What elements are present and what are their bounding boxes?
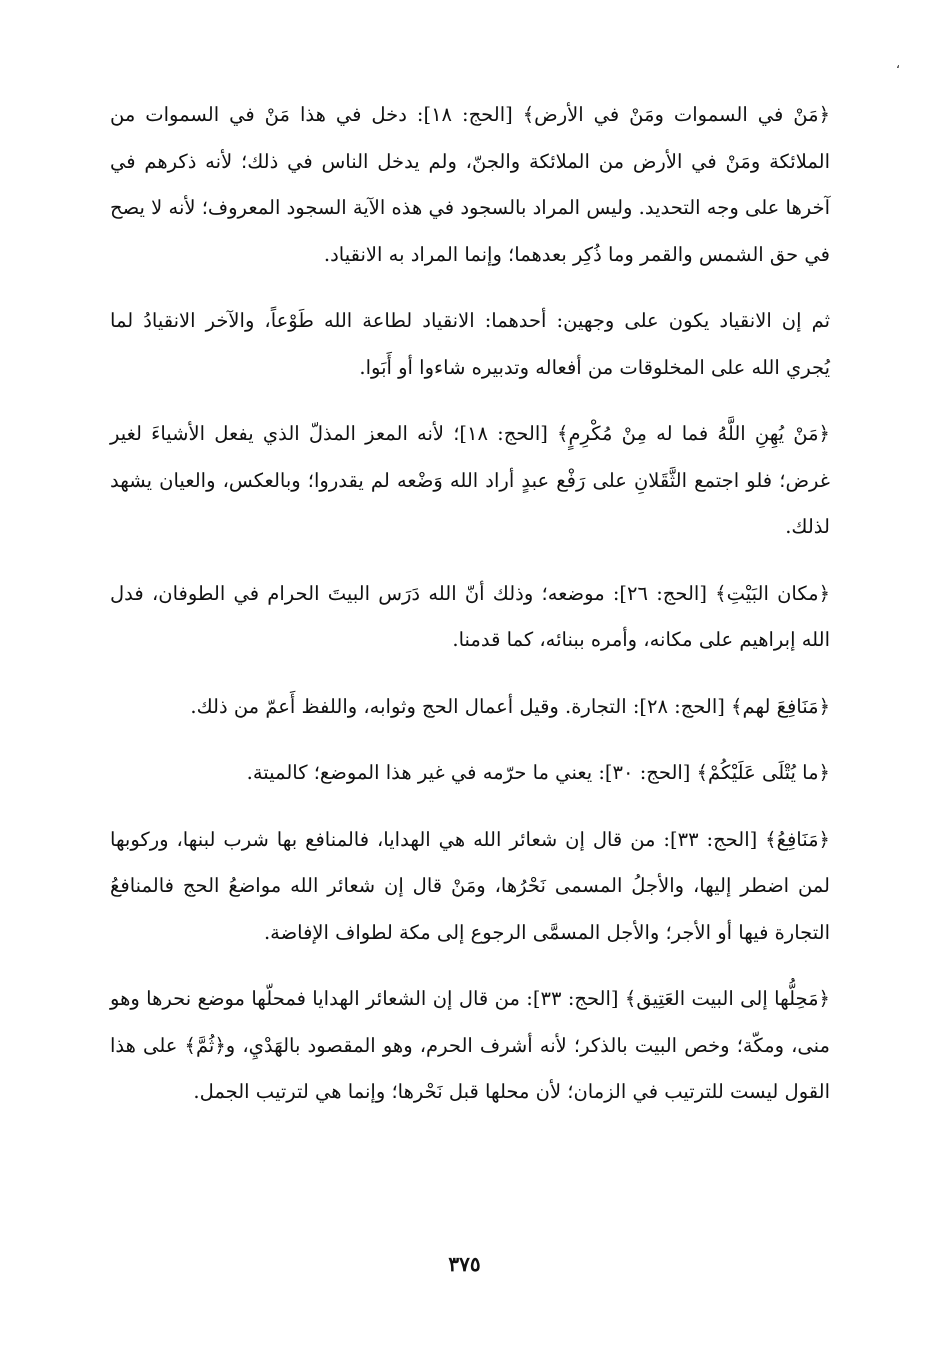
paragraph-7: ﴿مَنَافِعُ﴾ [الحج: ٣٣]: من قال إن شعائر الله هي الهدايا، فالمنافع بها شرب لبنها، وركوبها لمن اضطر إليها، والأجلُ المسمى نَحْرُها، ومَنْ قال إن شعائر الله مواضعُ الحج فالمنافعُ التجارة فيها أو الأجر؛ والأجل المسمَّى الرجوع إلى مكة لطواف الإفاضة.	[110, 827, 830, 944]
page-number: ٣٧٥	[448, 1252, 481, 1276]
page-body	[110, 92, 830, 1136]
paragraph-4: ﴿مكان البَيْتِ﴾ [الحج: ٢٦]: موضعه؛ وذلك أنّ الله دَرَس البيتَ الحرام في الطوفان، فدل الله إبراهيم على مكانه، وأمره ببنائه، كما قدمنا.	[110, 581, 830, 651]
paragraph-6: ﴿ما يُتْلَى عَلَيْكُمْ﴾ [الحج: ٣٠]: يعني ما حرّمه في غير هذا الموضع؛ كالميتة.	[246, 761, 830, 784]
paragraph-8: ﴿مَحِلُّها إلى البيت العَتِيق﴾ [الحج: ٣٣]: من قال إن الشعائر الهدايا فمحلّها موضع نحرها وهو منى، ومكّة؛ وخص البيت بالذكر؛ لأنه أشرف الحرم، وهو المقصود بالهَدْيِ، و﴿ثُمَّ﴾ على هذا القول ليست للترتيب في الزمان؛ لأن محلها قبل نَحْرها؛ وإنما هي لترتيب الجمل.	[110, 987, 830, 1103]
paragraph-3: ﴿مَنْ يُهِنِ اللَّهُ فما له مِنْ مُكْرِمٍ﴾ [الحج: ١٨]؛ لأنه المعز المذلّ الذي يفعل الأشياءَ لغير غرض؛ فلو اجتمع الثَّقَلانِ على رَفْع عبدٍ أراد الله وَضْعه لم يقدروا؛ وبالعكس، والعيان يشهد لذلك.	[110, 422, 830, 538]
paragraph-5: ﴿مَنَافِعَ لهم﴾ [الحج: ٢٨]: التجارة. وقيل أعمال الحج وثوابه، واللفظ أَعمّ من ذلك.	[190, 694, 830, 718]
paragraph-2: ثم إن الانقياد يكون على وجهين: أحدهما: الانقياد لطاعة الله طَوْعاً، والآخر الانقيادُ لما يُجري الله على المخلوقات من أفعاله وتدبيره شاءوا أو أَبَوا.	[110, 309, 830, 379]
paragraph-1: ﴿مَنْ في السموات ومَنْ في الأرض﴾ [الحج: ١٨]: دخل في هذا مَنْ في السموات من الملائكة ومَنْ في الأرض من الملائكة والجنّ، ولم يدخل الناس في ذلك؛ لأنه ذكرهم في آخرها على وجه التحديد. وليس المراد بالسجود في هذه الآية السجود المعروف؛ لأنه لا يصح في حق الشمس والقمر وما ذُكِر بعدهما؛ وإنما المراد به الانقياد.	[110, 103, 830, 266]
corner-mark: ،	[896, 57, 900, 71]
